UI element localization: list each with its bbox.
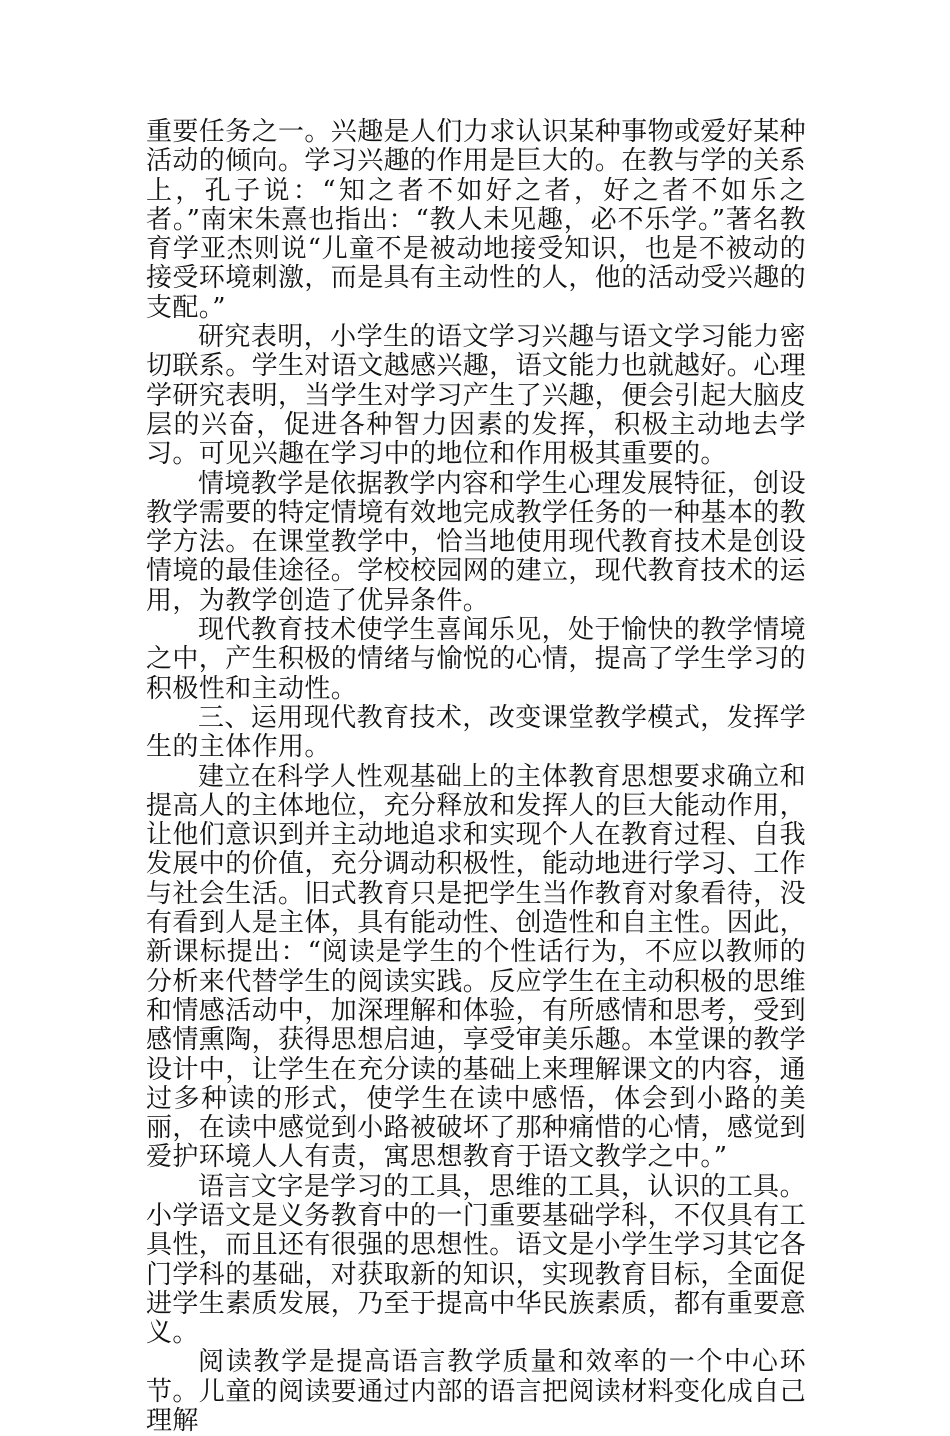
section-heading-three: 三、运用现代教育技术，改变课堂教学模式，发挥学生的主体作用。 (146, 702, 806, 763)
paragraph-interest-importance: 重要任务之一。兴趣是人们力求认识某种事物或爱好某种活动的倾向。学习兴趣的作用是巨大的。在教与学的关系上，孔子说：“知之者不如好之者，好之者不如乐之者。”南宋朱熹也指出：“教人未见趣，必不乐学。”著名教育学亚杰则说“儿童不是被动地接受知识，也是不被动的接受环境刺激，而是具有主动性的人，他的活动受兴趣的支配。” (146, 117, 807, 323)
paragraph-modern-technology: 现代教育技术使学生喜闻乐见，处于愉快的教学情境之中，产生积极的情绪与愉悦的心情，提高了学生学习的积极性和主动性。 (146, 615, 807, 704)
body-text (146, 118, 806, 1436)
paragraph-situational-teaching: 情境教学是依据教学内容和学生心理发展特征，创设教学需要的特定情境有效地完成教学任务的一种基本的教学方法。在课堂教学中，恰当地使用现代教育技术是创设情境的最佳途径。学校校园网的建立，现代教育技术的运用，为教学创造了优异条件。 (146, 468, 807, 616)
paragraph-research-findings: 研究表明，小学生的语文学习兴趣与语文学习能力密切联系。学生对语文越感兴趣，语文能力也就越好。心理学研究表明，当学生对学习产生了兴趣，便会引起大脑皮层的兴奋，促进各种智力因素的发挥，积极主动地去学习。可见兴趣在学习中的地位和作用极其重要的。 (146, 322, 807, 470)
paragraph-subject-education: 建立在科学人性观基础上的主体教育思想要求确立和提高人的主体地位，充分释放和发挥人的巨大能动作用，让他们意识到并主动地追求和实现个人在教育过程、自我发展中的价值，充分调动积极性，能动地进行学习、工作与社会生活。旧式教育只是把学生当作教育对象看待，没有看到人是主体，具有能动性、创造性和自主性。因此，新课标提出：“阅读是学生的个性话行为，不应以教师的分析来代替学生的阅读实践。反应学生在主动积极的思维和情感活动中，加深理解和体验，有所感情和思考，受到感情熏陶，获得思想启迪，享受审美乐趣。本堂课的教学设计中，让学生在充分读的基础上来理解课文的内容，通过多种读的形式，使学生在读中感悟，体会到小路的美丽，在读中感觉到小路被破坏了那种痛惜的心情，感觉到爱护环境人人有责，寓思想教育于语文教学之中。” (146, 761, 807, 1173)
paragraph-reading-teaching: 阅读教学是提高语言教学质量和效率的一个中心环节。儿童的阅读要通过内部的语言把阅读材料变化成自己理解 (146, 1347, 807, 1436)
paragraph-language-tools: 语言文字是学习的工具，思维的工具，认识的工具。小学语文是义务教育中的一门重要基础学科，不仅具有工具性，而且还有很强的思想性。语文是小学生学习其它各门学科的基础，对获取新的知识，实现教育目标，全面促进学生素质发展，乃至于提高中华民族素质，都有重要意义。 (146, 1171, 807, 1349)
